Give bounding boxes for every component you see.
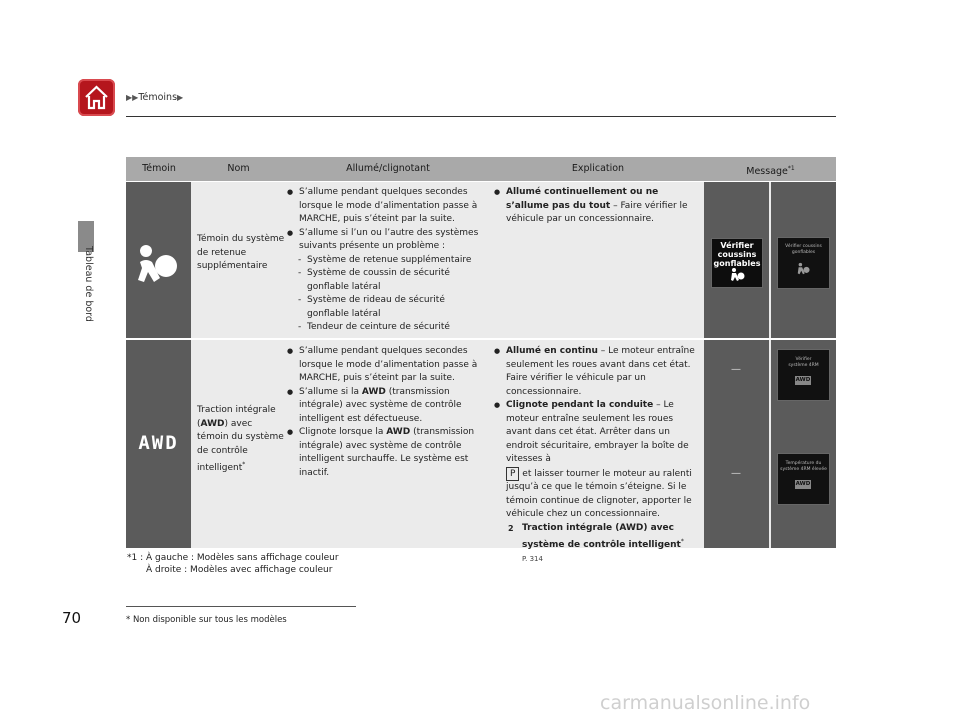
- row1-lit-bullet: ● S’allume si l’un ou l’autre des systèmes suivants présente un problème :: [287, 227, 487, 254]
- message-text: Température du système 4RM élevée: [780, 461, 827, 472]
- reference-page: P. 314: [522, 554, 543, 563]
- row1-explanation: ● Allumé continuellement ou ne s’allume pas du tout – Faire vérifier le véhicule par un concessionnaire.: [494, 186, 699, 227]
- row2-explanation: ● Allumé en continu – Le moteur entraîne seulement les roues avant dans cet état. Faire vérifier le véhicule par un concessionnaire. ● Clignote pendant la conduite – Le moteur entraîne seulement les roues avant dans cet état. Arrêter dans un endroit sécuritaire, embrayer la boîte de vitesses à P et laisser tourner le moteur au ralenti jusqu’à ce que le témoin s’éteigne. Si le témoin continue de clignoter, apporter le véhicule chez un concessionnaire. 2 Traction intégrale (AWD) avec système de contrôle intelligent* P. 314: [494, 345, 700, 566]
- row1-lit-sub: - Système de retenue supplémentaire: [287, 254, 487, 268]
- awd-icon: AWD: [795, 481, 811, 487]
- row2-lit-bullet: ● S’allume si la AWD (transmission intégrale) avec système de contrôle intelligent est défectueuse.: [287, 386, 487, 427]
- srs-airbag-icon: [796, 262, 810, 276]
- row1-lit-sub: - Système de coussin de sécurité gonflable latéral: [287, 267, 487, 294]
- col-header-message: Message$^{*1}$: [746, 165, 795, 178]
- footnote-2: * Non disponible sur tous les modèles: [126, 615, 287, 625]
- srs-airbag-icon: [126, 182, 191, 338]
- row1-name: Témoin du système de retenue supplémentaire: [197, 234, 285, 271]
- col-header-allume: Allumé/clignotant: [346, 163, 430, 174]
- awd-icon: AWD: [795, 377, 811, 383]
- col-header-nom: Nom: [227, 163, 250, 174]
- page-number: 70: [62, 609, 82, 627]
- breadcrumb-arrows: ▶▶: [126, 93, 139, 102]
- message-screen: [777, 237, 830, 289]
- header-divider: [126, 116, 836, 117]
- row2-lit-bullet: ● Clignote lorsque la AWD (transmission intégrale) avec système de contrôle intelligent surchauffe. Le système est inactif.: [287, 426, 487, 480]
- row1-lit: [287, 186, 487, 335]
- row1-lit-sub: - Système de rideau de sécurité gonflable latéral: [287, 294, 487, 321]
- home-icon: [83, 84, 110, 111]
- row2-lit-bullet: ● S’allume pendant quelques secondes lorsque le mode d’alimentation passe à MARCHE, puis s’éteint par la suite.: [287, 345, 487, 386]
- message-text: Vérifier coussins gonflables: [785, 244, 822, 255]
- col-header-explication: Explication: [571, 163, 625, 174]
- home-button[interactable]: [78, 79, 115, 116]
- row1-lit-bullet: ● S’allume pendant quelques secondes lorsque le mode d’alimentation passe à MARCHE, puis s’éteint par la suite.: [287, 186, 487, 227]
- message-cell-right: [771, 340, 836, 548]
- row2-name: Traction intégrale (AWD) avec témoin du système de contrôle intelligent*: [197, 405, 284, 473]
- footnote-line: À droite : Modèles avec affichage couleur: [146, 565, 333, 575]
- table-header: [126, 157, 836, 181]
- message-screen: [711, 238, 763, 288]
- park-position-key: P: [506, 467, 519, 481]
- message-text: Vérifier coussins gonflables: [713, 241, 761, 268]
- row2-lit: [287, 345, 487, 480]
- footnote-1: [127, 552, 339, 576]
- section-tab-label: Tableau de bord: [83, 246, 94, 322]
- srs-airbag-icon: [729, 267, 745, 283]
- no-message-dash: —: [731, 468, 741, 479]
- footnote-rule: [126, 606, 356, 607]
- message-screen: [777, 349, 830, 401]
- message-cell-left: [704, 340, 769, 548]
- no-message-dash: —: [731, 364, 741, 375]
- cross-reference-link[interactable]: 2 Traction intégrale (AWD) avec système de contrôle intelligent* P. 314: [508, 522, 684, 563]
- message-screen: [777, 453, 830, 505]
- row1-lit-sub: - Tendeur de ceinture de sécurité: [287, 321, 487, 335]
- awd-indicator-icon: AWD: [138, 432, 179, 454]
- indicator-cell: [126, 182, 191, 338]
- col-header-temoin: Témoin: [142, 163, 176, 174]
- message-text: Vérifier système 4RM: [788, 357, 819, 368]
- breadcrumb-arrow: ▶: [177, 93, 184, 102]
- message-cell-right: [771, 182, 836, 338]
- indicator-cell: [126, 340, 191, 548]
- message-cell-left: [704, 182, 769, 338]
- breadcrumb: [126, 92, 183, 103]
- reference-arrow-icon: 2: [508, 523, 514, 533]
- watermark: carmanualsonline.info: [600, 692, 811, 714]
- footnote-line: *1 : À gauche : Modèles sans affichage couleur: [127, 553, 339, 563]
- breadcrumb-link-temoins[interactable]: Témoins: [138, 92, 178, 103]
